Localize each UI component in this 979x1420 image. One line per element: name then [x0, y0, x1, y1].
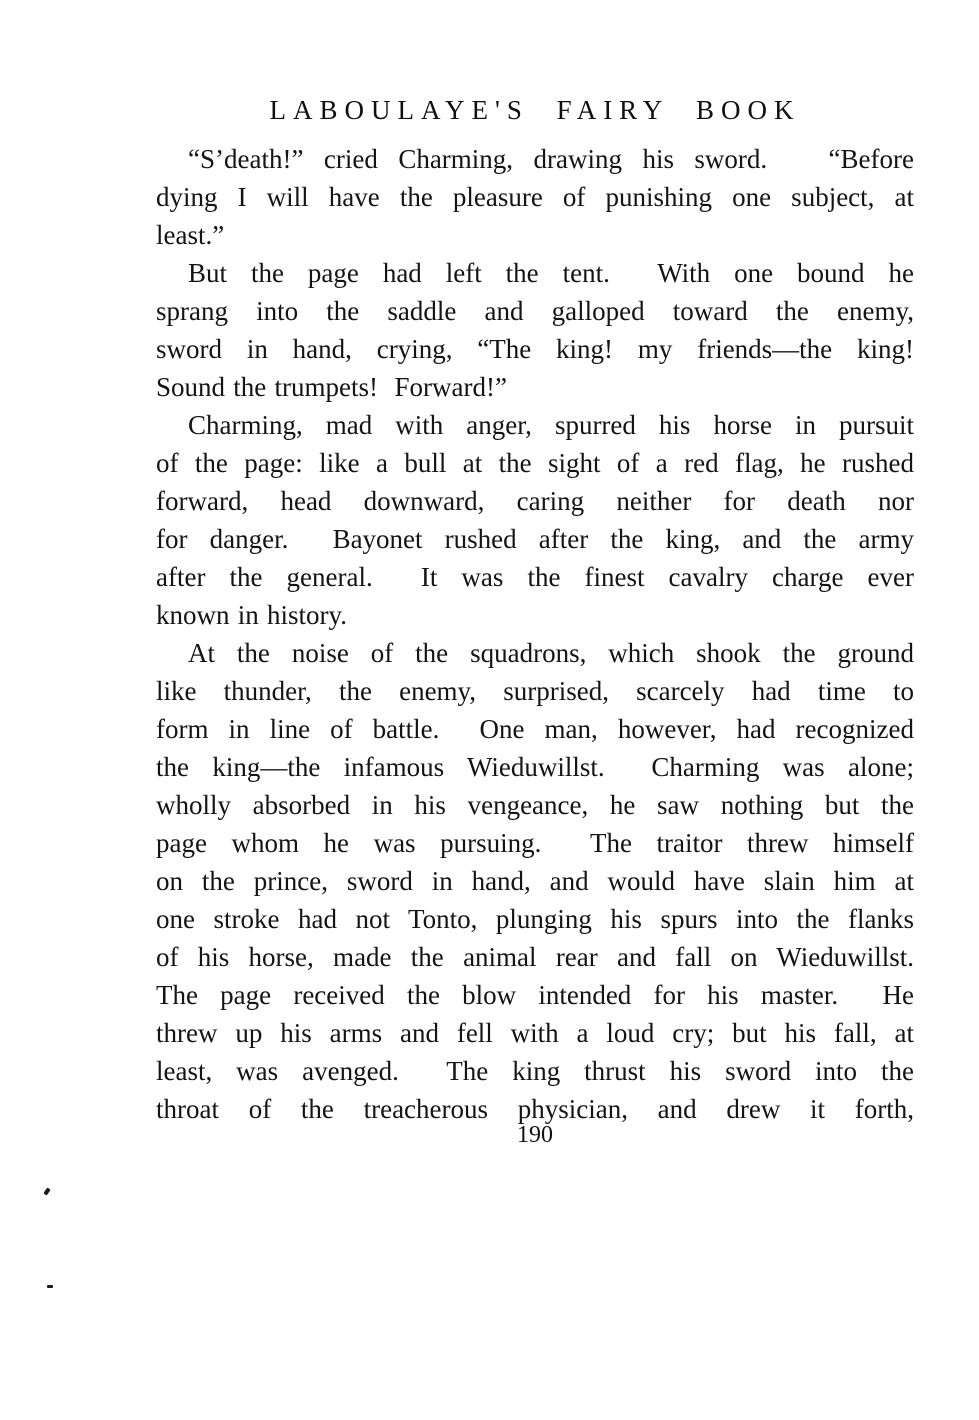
text-line: sprang into the saddle and galloped toward the enemy,	[156, 296, 914, 326]
text-line: dying I will have the pleasure of punishing one subject, at	[156, 182, 914, 212]
running-header: LABOULAYE'S FAIRY BOOK	[269, 95, 801, 125]
text-line: threw up his arms and fell with a loud cry; but his fall, at	[156, 1018, 914, 1048]
page-number: 190	[517, 1122, 553, 1148]
text-line: forward, head downward, caring neither for death nor	[156, 486, 914, 516]
text-line: “S’death!” cried Charming, drawing his sword. “Before	[188, 144, 914, 174]
text-line: But the page had left the tent. With one bound he	[188, 258, 914, 288]
text-line: At the noise of the squadrons, which shook the ground	[188, 638, 914, 668]
text-line: page whom he was pursuing. The traitor threw himself	[156, 828, 914, 858]
text-line: throat of the treacherous physician, and drew it forth,	[156, 1094, 914, 1124]
text-line: sword in hand, crying, “The king! my friends—the king!	[156, 334, 914, 364]
text-line: on the prince, sword in hand, and would have slain him at	[156, 866, 914, 896]
text-line: known in history.	[156, 600, 347, 630]
text-line: of the page: like a bull at the sight of a red flag, he rushed	[156, 448, 914, 478]
text-line: after the general. It was the finest cavalry charge ever	[156, 562, 914, 592]
text-line: form in line of battle. One man, however, had recognized	[156, 714, 914, 744]
text-line: least, was avenged. The king thrust his sword into the	[156, 1056, 914, 1086]
text-line: The page received the blow intended for his master. He	[156, 980, 914, 1010]
text-block	[156, 140, 914, 1128]
scan-speck	[47, 1285, 53, 1288]
text-line: least.”	[156, 220, 225, 250]
scan-speck	[43, 1187, 50, 1195]
text-line: like thunder, the enemy, surprised, scarcely had time to	[156, 676, 914, 706]
text-line: for danger. Bayonet rushed after the king, and the army	[156, 524, 914, 554]
text-line: the king—the infamous Wieduwillst. Charming was alone;	[156, 752, 914, 782]
text-line: one stroke had not Tonto, plunging his spurs into the flanks	[156, 904, 914, 934]
text-line: Charming, mad with anger, spurred his horse in pursuit	[188, 410, 914, 440]
text-line: wholly absorbed in his vengeance, he saw nothing but the	[156, 790, 914, 820]
text-line: Sound the trumpets! Forward!”	[156, 372, 507, 402]
text-line: of his horse, made the animal rear and fall on Wieduwillst.	[156, 942, 914, 972]
